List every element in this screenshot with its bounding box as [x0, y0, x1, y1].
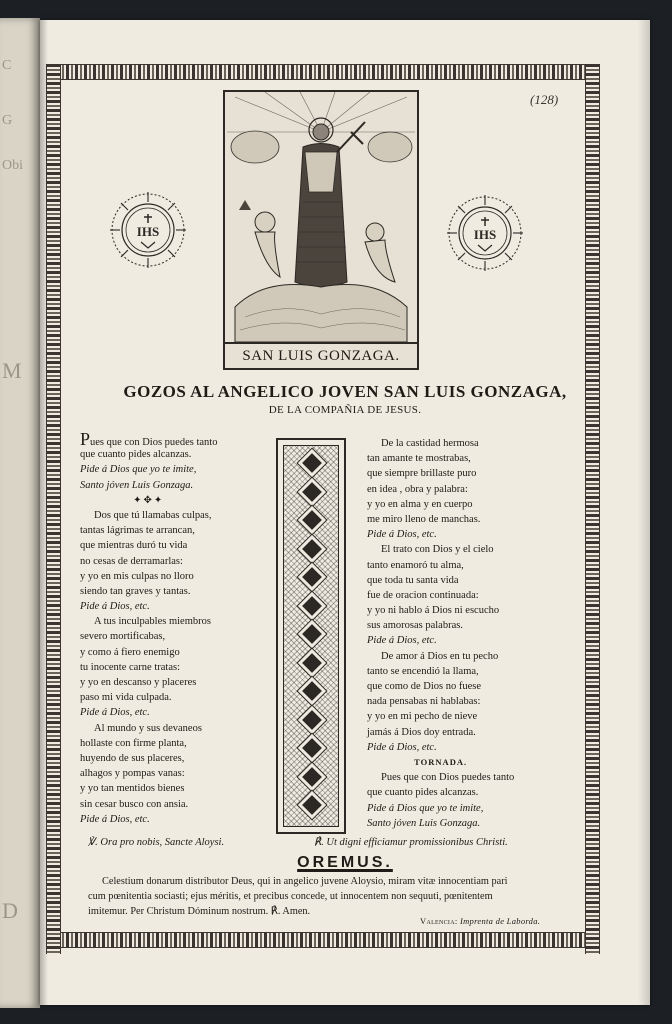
verse-line: Pide á Dios, etc. — [80, 707, 150, 719]
ornament-star-icon — [302, 653, 322, 673]
document-title: GOZOS AL ANGELICO JOVEN SAN LUIS GONZAGA, — [123, 382, 567, 401]
facing-page-edge: C G Obi M D — [0, 18, 40, 1008]
right-verse-column — [367, 436, 514, 831]
prayer-line: imitemur. Per Christum Dóminum nostrum. ℟. Amen. — [88, 906, 311, 917]
verse-line: De la castidad hermosa — [381, 438, 479, 449]
ornament-star-icon — [302, 795, 322, 815]
versicle: ℣. Ora pro nobis, Sancte Aloysi. — [88, 837, 225, 848]
verse-line: sin cesar busco con ansia. — [80, 798, 189, 810]
verse-line: en idea , obra y palabra: — [367, 483, 468, 495]
ihs-seal-right-icon — [445, 193, 525, 273]
verse-line: Pues que con Dios puedes tanto — [80, 429, 218, 449]
prayer-text — [88, 874, 578, 919]
prayer-line: Celestium donarum distributor Deus, qui in angelico juvene Aloysio, miram vitæ innocentiam pari — [102, 876, 508, 887]
verse-line: Pide á Dios, etc. — [367, 635, 437, 647]
verse-line: tanto enamoró tu alma, — [367, 559, 464, 571]
verse-line: De amor á Dios en tu pecho — [381, 650, 499, 662]
verse-line: paso mi vida culpada. — [80, 692, 172, 704]
response: ℟. Ut digni efficiamur promissionibus Christi. — [314, 837, 508, 848]
verse-line: que mientras duró tu vida — [80, 540, 188, 552]
verse-line: y yo en alma y en cuerpo — [367, 498, 473, 510]
document-subtitle: DE LA COMPAÑIA DE JESUS. — [268, 404, 422, 416]
verse-line: tanto se encendió la llama, — [367, 665, 479, 677]
verse-line: fue de oracion continuada: — [367, 589, 479, 601]
verse-line: huyendo de sus placeres, — [80, 752, 185, 764]
verse-line: Pide á Dios, etc. — [80, 813, 150, 825]
verse-line: El trato con Dios y el cielo — [381, 544, 494, 556]
ornamental-border-left — [46, 64, 61, 954]
verse-line: alhagos y pompas vanas: — [80, 768, 185, 780]
verse-line: siendo tan graves y tantas. — [80, 585, 191, 597]
oremus-heading: OREMUS. — [297, 854, 393, 871]
verse-line: nada pensabas ni hablabas: — [367, 696, 481, 708]
verse-line: tan amante te mostrabas, — [367, 453, 471, 465]
verse-line: y como á fiero enemigo — [80, 646, 180, 658]
verse-line: que siempre brillaste puro — [367, 468, 477, 480]
verse-line: Pues que con Dios puedes tanto — [381, 772, 515, 784]
verse-line: que como de Dios no fuese — [367, 681, 482, 692]
handwritten-folio-number: (128) — [530, 92, 559, 107]
ornament-star-icon — [302, 539, 322, 559]
verse-line: Pide á Dios, etc. — [367, 529, 437, 541]
verse-line: y yo ni hablo á Dios ni escucho — [367, 605, 500, 617]
ornament-star-icon — [302, 510, 322, 530]
verse-line: severo mortificabas, — [80, 631, 166, 643]
ornamental-border-top — [48, 64, 598, 80]
ornamental-border-right — [585, 64, 600, 954]
ornament-star-icon — [302, 767, 322, 787]
verse-line: y yo en mis culpas no lloro — [80, 570, 194, 582]
ihs-seal-left-icon — [108, 190, 188, 270]
verse-line: Al mundo y sus devaneos — [94, 722, 202, 734]
printer-imprint: Valencia: Imprenta de Laborda. — [420, 916, 541, 926]
verse-line: tantas lágrimas te arrancan, — [80, 525, 195, 537]
verse-line: y yo en descanso y placeres — [80, 677, 197, 688]
svg-text:IHS: IHS — [136, 224, 160, 239]
ornament-star-icon — [302, 567, 322, 587]
ornamental-column-divider — [276, 438, 346, 834]
ornament-star-icon — [302, 738, 322, 758]
verse-line: Pide á Dios, etc. — [80, 601, 150, 613]
verse-line: que cuanto pides alcanzas. — [80, 449, 192, 461]
saint-engraving — [223, 90, 419, 370]
verse-line: Santo jóven Luis Gonzaga. — [80, 479, 194, 491]
verse-line: A tus inculpables miembros — [94, 616, 211, 628]
verse-line: ✦✥✦ — [133, 494, 165, 506]
svg-text:IHS: IHS — [473, 227, 497, 242]
broadside-page — [40, 20, 650, 1005]
verse-line: y yo tan mentidos bienes — [80, 783, 185, 795]
verse-line: Pide á Dios que yo te imite, — [367, 802, 484, 814]
verse-line: tu inocente carne tratas: — [80, 661, 180, 673]
verse-line: no cesas de derramarlas: — [80, 555, 183, 567]
left-verse-column — [80, 429, 218, 827]
verse-line: Pide á Dios, etc. — [367, 741, 437, 753]
ornament-star-icon — [302, 453, 322, 473]
ornamental-border-bottom — [48, 932, 598, 948]
verse-line: Dos que tú llamabas culpas, — [94, 509, 212, 521]
verse-line: TORNADA. — [414, 756, 468, 767]
ornament-star-icon — [302, 710, 322, 730]
ornament-star-icon — [302, 624, 322, 644]
verse-line: Santo jóven Luis Gonzaga. — [367, 817, 481, 829]
ornament-star-icon — [302, 681, 322, 701]
verse-line: hollaste con firme planta, — [80, 737, 187, 749]
verse-line: y yo en mi pecho de nieve — [367, 711, 478, 723]
ornament-star-icon — [302, 482, 322, 502]
saint-figure-icon — [225, 92, 417, 342]
verse-line: que cuanto pides alcanzas. — [367, 787, 479, 799]
prayer-line: cum pœnitentia sociasti; ejus méritis, et precibus concede, ut innocentem non sequuti, pœnitentem — [88, 891, 493, 902]
verse-line: Pide á Dios que yo te imite, — [80, 464, 197, 476]
ornament-star-icon — [302, 596, 322, 616]
verse-line: sus amorosas palabras. — [367, 620, 463, 632]
verse-line: jamás á Dios doy entrada. — [367, 726, 476, 738]
engraving-caption: SAN LUIS GONZAGA. — [225, 342, 417, 368]
verse-line: que toda tu santa vida — [367, 574, 459, 586]
verse-line: me miro lleno de manchas. — [367, 513, 481, 525]
